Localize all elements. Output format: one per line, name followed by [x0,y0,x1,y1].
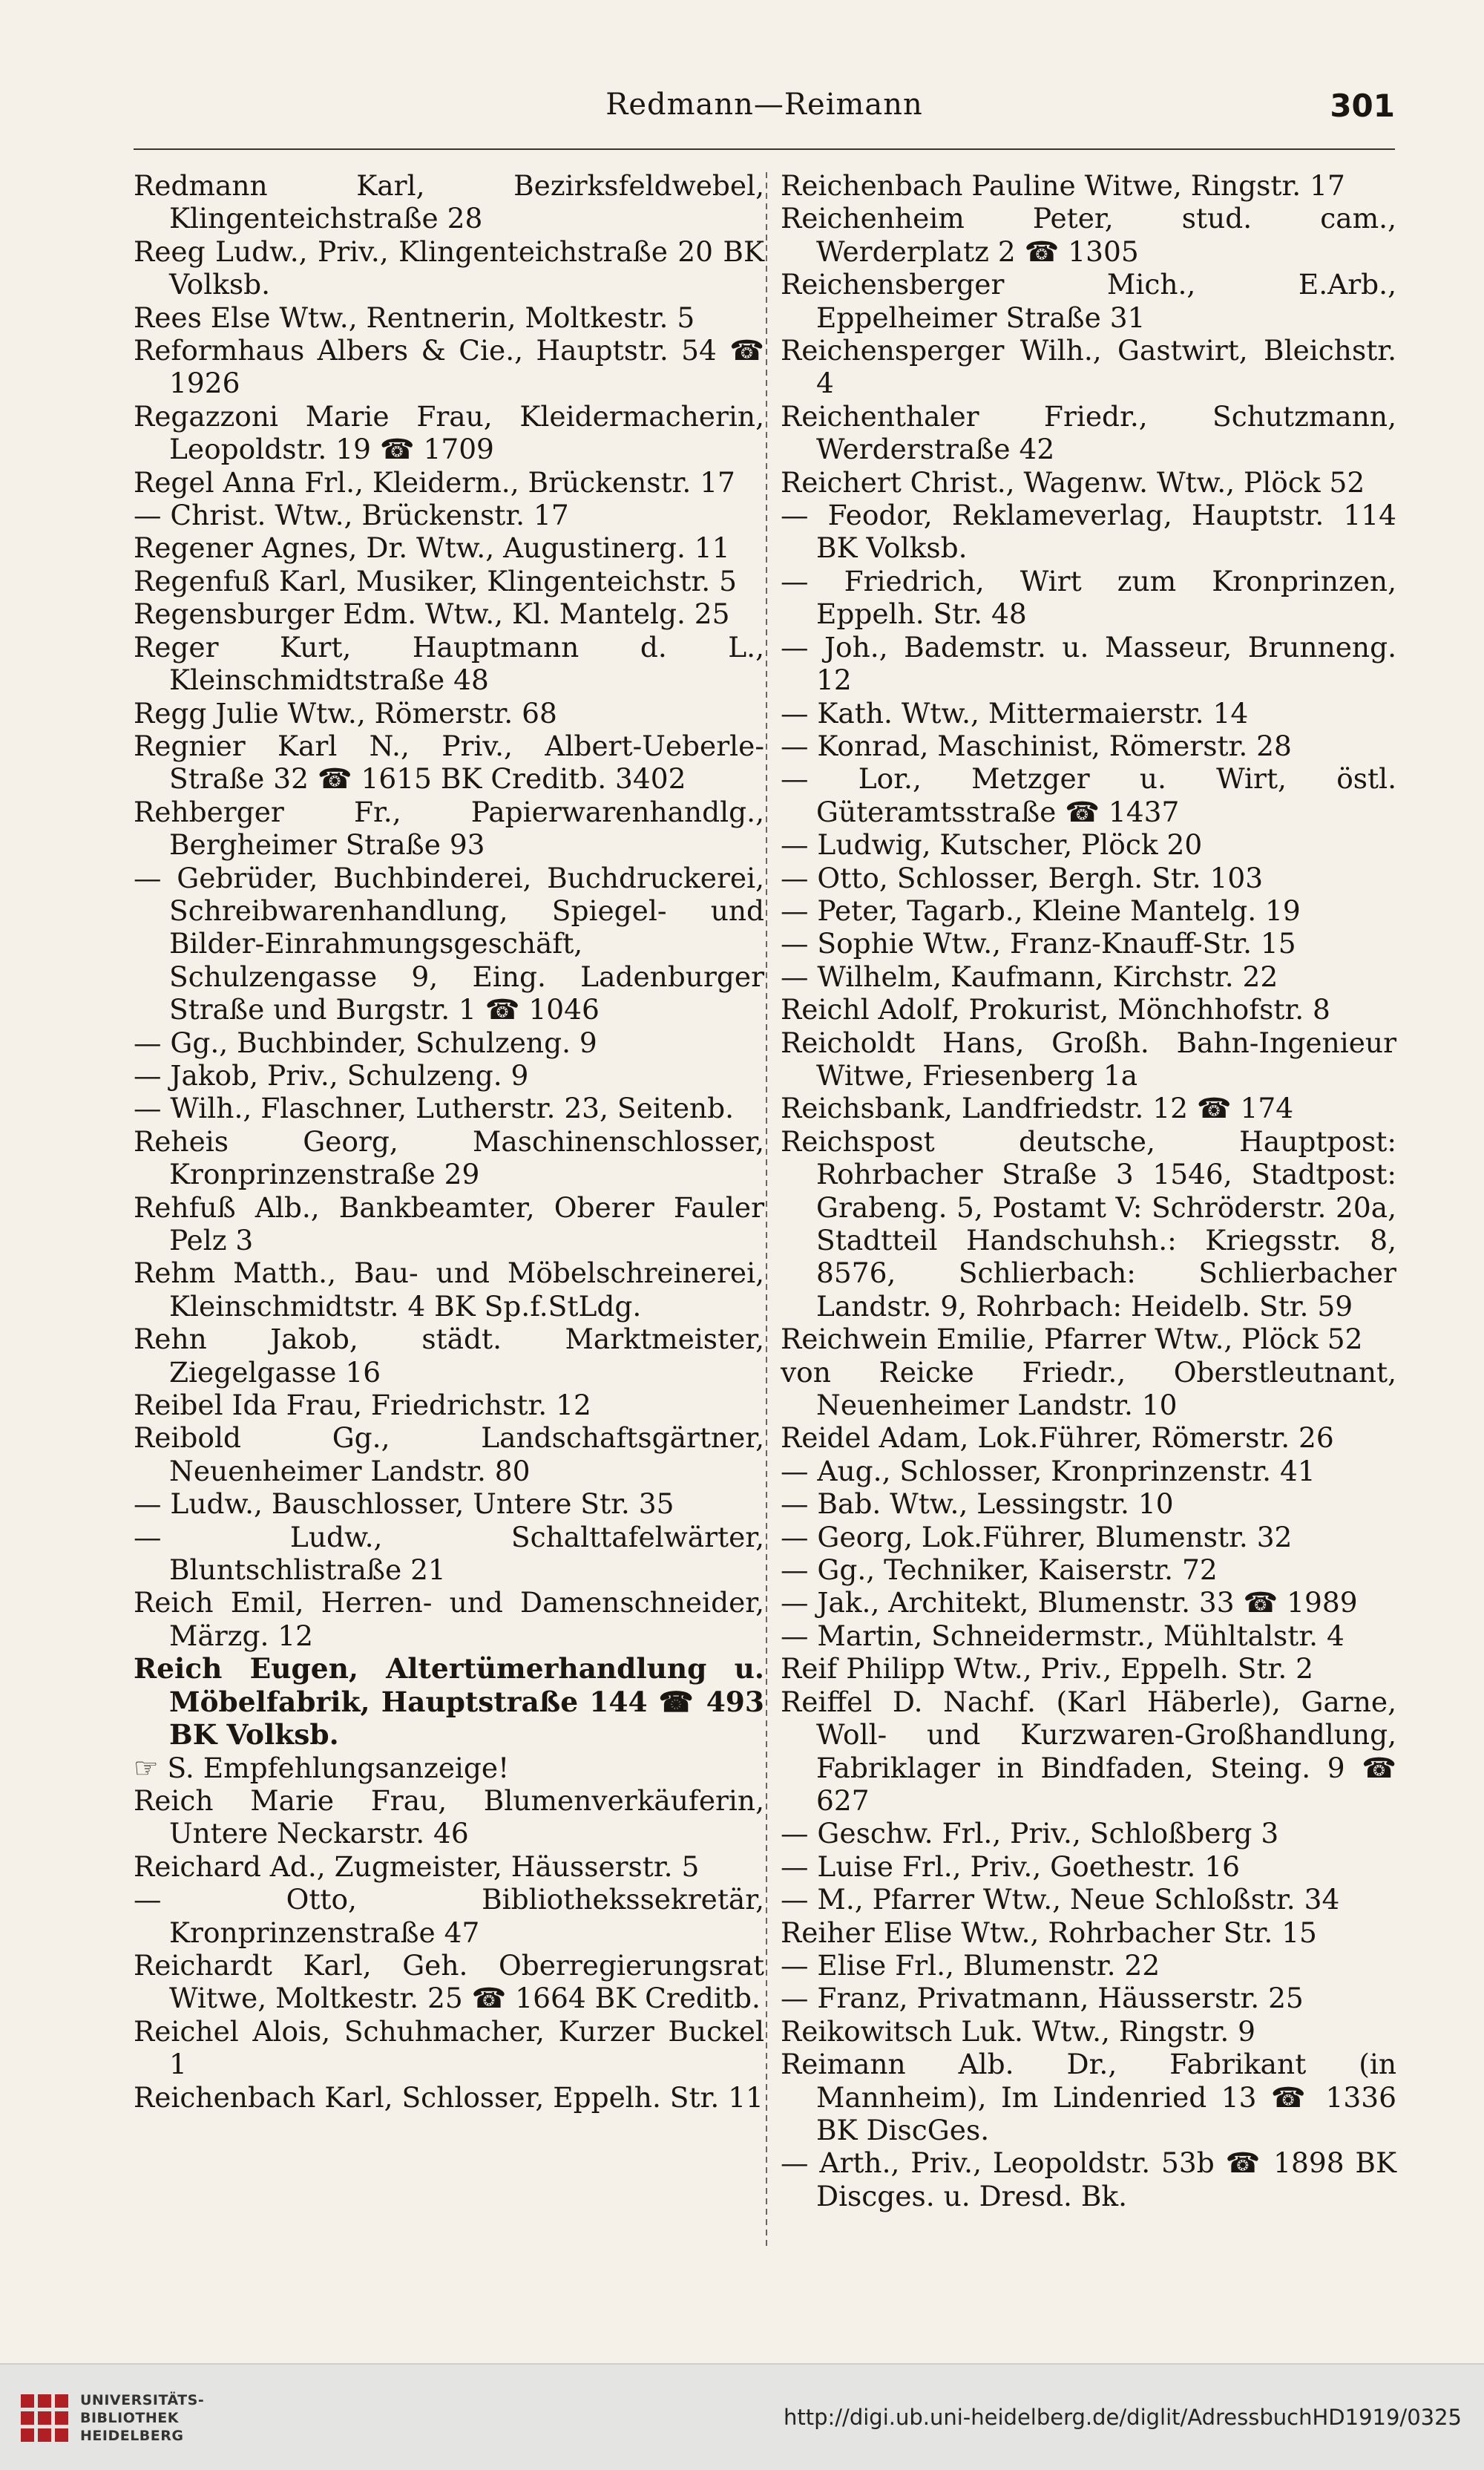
directory-entry: Redmann Karl, Bezirksfeldwebel, Klingenteichstraße 28 [134,169,764,235]
directory-entry: Reger Kurt, Hauptmann d. L., Kleinschmidtstraße 48 [134,630,764,697]
directory-entry: Regel Anna Frl., Kleiderm., Brückenstr. 17 [134,465,735,499]
directory-entry: Reibold Gg., Landschaftsgärtner, Neuenheimer Landstr. 80 [134,1421,764,1487]
directory-entry: — Ludw., Bauschlosser, Untere Str. 35 [134,1487,674,1521]
directory-entry: — Aug., Schlosser, Kronprinzenstr. 41 [781,1454,1316,1487]
directory-entry: Reichspost deutsche, Hauptpost: Rohrbacher Straße 3 1546, Stadtpost: Grabeng. 5, Postamt V: Schröderstr. 20a, Stadtteil Handschuhsh.: Kriegsstr. 8, 8576, Schlierbach: Schlierbacher Landstr. 9, Rohrbach: Heidelb. Str. 59 [781,1124,1396,1323]
directory-entry: — Luise Frl., Priv., Goethestr. 16 [781,1850,1240,1883]
directory-entry: — M., Pfarrer Wtw., Neue Schloßstr. 34 [781,1883,1340,1916]
directory-entry: — Peter, Tagarb., Kleine Mantelg. 19 [781,894,1301,927]
viewer-footer [0,2363,1484,2470]
directory-entry: — Konrad, Maschinist, Römerstr. 28 [781,729,1292,762]
directory-entry: — Georg, Lok.Führer, Blumenstr. 32 [781,1520,1293,1553]
directory-entry: Regg Julie Wtw., Römerstr. 68 [134,696,557,730]
directory-entry: Reich Marie Frau, Blumenverkäuferin, Untere Neckarstr. 46 [134,1783,764,1850]
directory-entry: Regazzoni Marie Frau, Kleidermacherin, Leopoldstr. 19 ☎ 1709 [134,399,764,466]
directory-entry: — Geschw. Frl., Priv., Schloßberg 3 [781,1817,1279,1850]
directory-entry: Reichard Ad., Zugmeister, Häusserstr. 5 [134,1850,700,1883]
directory-entry: Reichel Alois, Schuhmacher, Kurzer Buckel 1 [134,2014,764,2081]
directory-entry: Rehberger Fr., Papierwarenhandlg., Bergheimer Straße 93 [134,795,764,862]
directory-entry: Reheis Georg, Maschinenschlosser, Kronprinzenstraße 29 [134,1124,764,1191]
right-column [781,169,1396,2212]
directory-entry: Reichwein Emilie, Pfarrer Wtw., Plöck 52 [781,1323,1363,1356]
directory-entry: — Lor., Metzger u. Wirt, östl. Güteramtsstraße ☎ 1437 [781,762,1396,828]
directory-entry: — Gebrüder, Buchbinderei, Buchdruckerei, Schreibwarenhandlung, Spiegel- und Bilder-Einrahmungsgeschäft, Schulzengasse 9, Eing. Ladenburger Straße und Burgstr. 1 ☎ 1046 [134,861,764,1026]
directory-entry: — Wilh., Flaschner, Lutherstr. 23, Seitenb. [134,1092,735,1125]
directory-entry: Regnier Karl N., Priv., Albert-Ueberle-Straße 32 ☎ 1615 BK Creditb. 3402 [134,729,764,796]
directory-entry: Reimann Alb. Dr., Fabrikant (in Mannheim), Im Lindenried 13 ☎ 1336 BK DiscGes. [781,2048,1396,2146]
directory-entry: Rees Else Wtw., Rentnerin, Moltkestr. 5 [134,301,695,334]
directory-entry: Reichensperger Wilh., Gastwirt, Bleichstr. 4 [781,334,1396,400]
directory-entry: Reikowitsch Luk. Wtw., Ringstr. 9 [781,2014,1256,2048]
directory-entry: Reichert Christ., Wagenw. Wtw., Plöck 52 [781,465,1365,499]
directory-entry: Reichenbach Pauline Witwe, Ringstr. 17 [781,169,1345,202]
directory-entry: Reiffel D. Nachf. (Karl Häberle), Garne, Woll- und Kurzwaren-Großhandlung, Fabriklager in Bindfaden, Steing. 9 ☎ 627 [781,1685,1396,1817]
header-rule [134,148,1395,150]
directory-entry: — Gg., Techniker, Kaiserstr. 72 [781,1553,1218,1587]
directory-entry: Reif Philipp Wtw., Priv., Eppelh. Str. 2 [781,1652,1314,1686]
directory-entry: — Bab. Wtw., Lessingstr. 10 [781,1487,1174,1521]
directory-entry: Reichensberger Mich., E.Arb., Eppelheimer Straße 31 [781,268,1396,334]
directory-entry: Reidel Adam, Lok.Führer, Römerstr. 26 [781,1421,1334,1455]
column-divider [766,172,767,2250]
directory-entry: — Feodor, Reklameverlag, Hauptstr. 114 BK Volksb. [781,499,1396,565]
directory-entry: — Otto, Bibliothekssekretär, Kronprinzenstraße 47 [134,1883,764,1949]
directory-entry: Reeg Ludw., Priv., Klingenteichstraße 20 BK Volksb. [134,235,764,301]
directory-entry: Rehn Jakob, städt. Marktmeister, Ziegelgasse 16 [134,1323,764,1389]
directory-entry: Reichenthaler Friedr., Schutzmann, Werderstraße 42 [781,399,1396,466]
directory-entry: — Sophie Wtw., Franz-Knauff-Str. 15 [781,927,1296,960]
directory-entry: — Elise Frl., Blumenstr. 22 [781,1948,1160,1982]
directory-entry: Rehfuß Alb., Bankbeamter, Oberer Fauler Pelz 3 [134,1190,764,1257]
library-name [80,2391,204,2445]
directory-entry: — Ludw., Schalttafelwärter, Bluntschlistraße 21 [134,1520,764,1587]
directory-entry: Reich Eugen, Altertümerhandlung u. Möbelfabrik, Hauptstraße 144 ☎ 493 BK Volksb. [134,1652,764,1752]
directory-entry: Reichl Adolf, Prokurist, Mönchhofstr. 8 [781,993,1330,1026]
directory-entry: Reichardt Karl, Geh. Oberregierungsrat Witwe, Moltkestr. 25 ☎ 1664 BK Creditb. [134,1948,764,2015]
directory-entry: — Friedrich, Wirt zum Kronprinzen, Eppelh. Str. 48 [781,564,1396,631]
directory-entry: von Reicke Friedr., Oberstleutnant, Neuenheimer Landstr. 10 [781,1355,1396,1422]
directory-entry: Rehm Matth., Bau- und Möbelschreinerei, Kleinschmidtstr. 4 BK Sp.f.StLdg. [134,1257,764,1323]
directory-entry: Reformhaus Albers & Cie., Hauptstr. 54 ☎ 1926 [134,334,764,400]
library-name-line: UNIVERSITÄTS- [80,2392,205,2408]
left-column [134,169,764,2114]
directory-entry: Reichenbach Karl, Schlosser, Eppelh. Str. 11 [134,2080,764,2114]
directory-entry: Regenfuß Karl, Musiker, Klingenteichstr. 5 [134,564,737,597]
directory-entry: Reichenheim Peter, stud. cam., Werderplatz 2 ☎ 1305 [781,202,1396,268]
page-header [134,88,1395,140]
directory-entry: — Kath. Wtw., Mittermaierstr. 14 [781,696,1249,730]
library-name-line: BIBLIOTHEK [80,2410,179,2426]
directory-entry: Regensburger Edm. Wtw., Kl. Mantelg. 25 [134,597,730,631]
directory-entry: Reichsbank, Landfriedstr. 12 ☎ 174 [781,1092,1294,1125]
directory-entry: — Otto, Schlosser, Bergh. Str. 103 [781,861,1264,894]
directory-entry: — Jakob, Priv., Schulzeng. 9 [134,1058,529,1092]
directory-entry: Reich Emil, Herren- und Damenschneider, Märzg. 12 [134,1586,764,1652]
directory-entry: — Arth., Priv., Leopoldstr. 53b ☎ 1898 BK Discges. u. Dresd. Bk. [781,2146,1396,2212]
directory-entry: — Gg., Buchbinder, Schulzeng. 9 [134,1026,597,1059]
directory-entry: — Ludwig, Kutscher, Plöck 20 [781,828,1203,862]
directory-entry: Reiher Elise Wtw., Rohrbacher Str. 15 [781,1916,1317,1949]
directory-entry: Regener Agnes, Dr. Wtw., Augustinerg. 11 [134,531,730,565]
library-name-line: HEIDELBERG [80,2428,184,2444]
directory-entry: — Joh., Bademstr. u. Masseur, Brunneng. 12 [781,630,1396,697]
source-url[interactable]: http://digi.ub.uni-heidelberg.de/diglit/AdressbuchHD1919/0325 [783,2405,1462,2430]
directory-entry: ☞ S. Empfehlungsanzeige! [134,1751,510,1784]
directory-entry: Reicholdt Hans, Großh. Bahn-Ingenieur Witwe, Friesenberg 1a [781,1026,1396,1092]
directory-entry: — Martin, Schneidermstr., Mühltalstr. 4 [781,1619,1345,1652]
directory-entry: — Christ. Wtw., Brückenstr. 17 [134,499,569,532]
directory-entry: Reibel Ida Frau, Friedrichstr. 12 [134,1389,591,1422]
running-title: Redmann—Reimann [605,88,923,122]
directory-entry: — Wilhelm, Kaufmann, Kirchstr. 22 [781,960,1278,993]
page-number: 301 [1330,88,1395,124]
library-logo-icon [21,2394,68,2442]
directory-entry: — Franz, Privatmann, Häusserstr. 25 [781,1982,1304,2015]
directory-entry: — Jak., Architekt, Blumenstr. 33 ☎ 1989 [781,1586,1358,1619]
